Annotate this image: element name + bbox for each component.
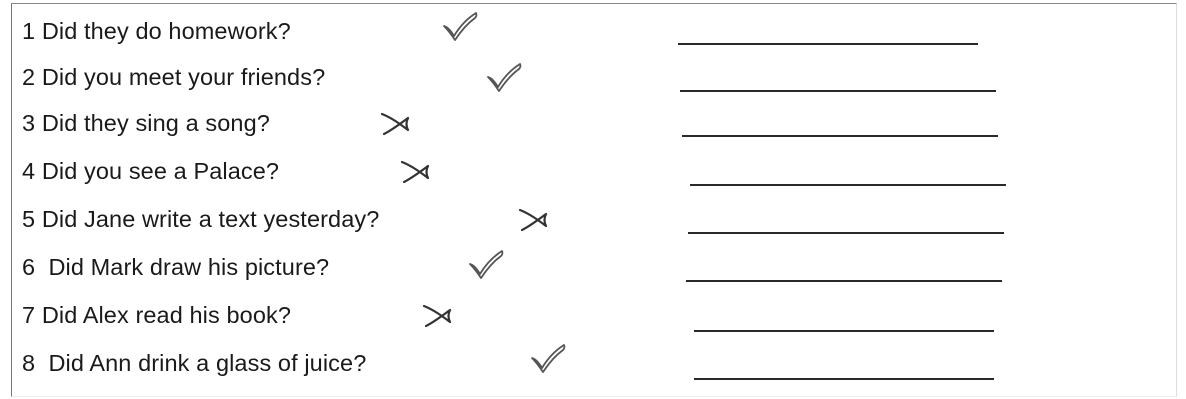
question-number: 1 [22, 18, 36, 44]
cross-icon [398, 156, 438, 190]
answer-line[interactable] [694, 330, 994, 332]
question-text [22, 254, 329, 281]
answer-line[interactable] [680, 90, 996, 92]
cross-icon [378, 108, 418, 142]
check-icon [466, 248, 506, 282]
question-sentence: Did Mark draw his picture? [41, 254, 330, 280]
question-sentence: Did they sing a song? [41, 110, 270, 136]
question-number: 8 [22, 350, 36, 376]
question-text [22, 206, 379, 233]
question-sentence: Did you meet your friends? [41, 64, 326, 90]
question-row [12, 10, 1176, 54]
answer-line[interactable] [686, 280, 1002, 282]
answer-line[interactable] [678, 43, 978, 45]
question-text [22, 18, 291, 45]
question-number: 4 [22, 158, 36, 184]
cross-icon [516, 204, 556, 238]
cross-icon [420, 300, 460, 334]
question-number: 5 [22, 206, 36, 232]
question-number: 2 [22, 64, 36, 90]
question-sentence: Did Alex read his book? [41, 302, 292, 328]
question-sentence: Did Jane write a text yesterday? [41, 206, 380, 232]
answer-line[interactable] [682, 135, 998, 137]
question-sentence: Did they do homework? [41, 18, 291, 44]
question-row [12, 294, 1176, 338]
question-number: 6 [22, 254, 36, 280]
question-row [12, 56, 1176, 100]
question-number: 7 [22, 302, 36, 328]
question-text [22, 158, 279, 185]
worksheet [11, 3, 1177, 397]
question-text [22, 64, 325, 91]
question-row [12, 150, 1176, 194]
question-sentence: Did you see a Palace? [41, 158, 280, 184]
question-row [12, 246, 1176, 290]
question-row [12, 342, 1176, 386]
check-icon [440, 10, 480, 44]
question-text [22, 110, 270, 137]
answer-line[interactable] [688, 232, 1004, 234]
check-icon [528, 342, 568, 376]
question-number: 3 [22, 110, 36, 136]
check-icon [484, 61, 524, 95]
answer-line[interactable] [690, 184, 1006, 186]
question-sentence: Did Ann drink a glass of juice? [41, 350, 367, 376]
answer-line[interactable] [694, 378, 994, 380]
question-text [22, 302, 291, 329]
question-text [22, 350, 366, 377]
question-row [12, 102, 1176, 146]
question-row [12, 198, 1176, 242]
